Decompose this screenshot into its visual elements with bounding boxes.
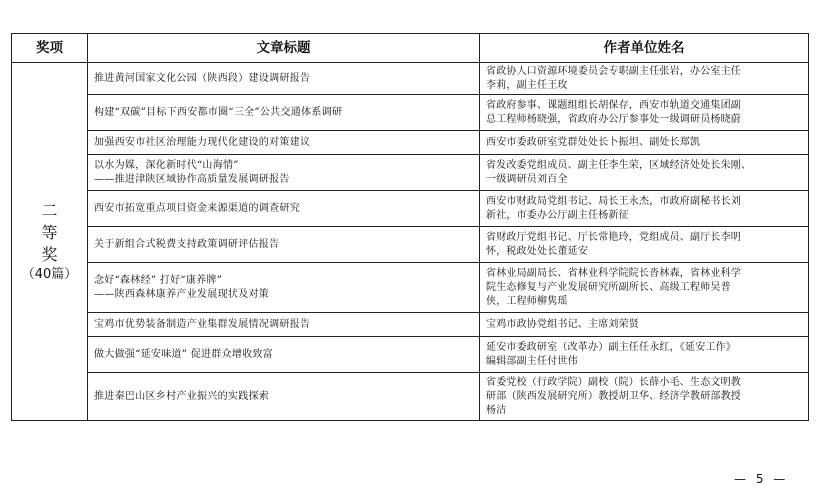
article-title-line: 做大做强“延安味道” 促进群众增收致富: [94, 348, 274, 360]
article-title-cell: [88, 191, 480, 227]
author-line: 宝鸡市政协党组书记、主席刘荣贤: [486, 318, 639, 330]
awards-table: [11, 33, 809, 421]
author-line: 延安市委政研室（改革办）副主任任永红，《延安工作》: [486, 341, 736, 353]
award-count: （40篇）: [21, 266, 78, 282]
table-row: [12, 155, 809, 191]
article-title-cell: [88, 313, 480, 337]
article-title-line: 构建“双碳”目标下西安都市圈“三全”公共交通体系调研: [94, 106, 343, 118]
table-body: [12, 63, 809, 421]
table-row: [12, 263, 809, 313]
author-line: 西安市财政局党组书记、局长王永杰，市政府副秘书长刘: [486, 195, 741, 207]
article-title-line: 推进秦巴山区乡村产业振兴的实践探索: [94, 390, 270, 402]
author-line: 研部（陕西发展研究所）教授胡卫华、经济学教研部教授: [486, 390, 741, 402]
author-cell: [480, 337, 809, 373]
article-title-line: 加强西安市社区治理能力现代化建设的对策建议: [94, 136, 311, 148]
author-cell: [480, 373, 809, 421]
author-cell: [480, 313, 809, 337]
author-line: 杨洁: [486, 404, 507, 416]
author-cell: [480, 63, 809, 95]
author-line: 新社，市委办公厅副主任杨新征: [486, 209, 629, 221]
author-line: 李莉，副主任王玫: [486, 79, 568, 91]
author-line: 省林业局副局长、省林业科学院院长沓林森，省林业科学: [486, 267, 741, 279]
author-line: 省政协人口资源环境委员会专职副主任张岩，办公室主任: [486, 65, 741, 77]
author-line: 省政府参事、课题组组长胡保存，西安市轨道交通集团副: [486, 99, 741, 111]
author-line: 西安市委政研室党群处处长卜振坦、副处长郑凯: [486, 136, 701, 148]
table-row: [12, 191, 809, 227]
article-title-cell: [88, 263, 480, 313]
author-line: 怀，税政处处长董延安: [486, 245, 588, 257]
table-row: [12, 313, 809, 337]
article-title-line: ——推进津陕区域协作高质量发展调研报告: [94, 173, 290, 185]
author-line: 省委党校（行政学院）副校（院）长薛小毛、生态文明教: [486, 376, 741, 388]
author-line: 侠，工程师柳隽瑶: [486, 295, 568, 307]
table-row: [12, 373, 809, 421]
author-line: 省财政厅党组书记、厅长常艳玲，党组成员、副厅长李明: [486, 231, 741, 243]
author-line: 总工程师杨晓强，省政府办公厅参事处一级调研员杨晓蔚: [486, 113, 741, 125]
header-title: 文章标题: [88, 34, 480, 63]
header-author: 作者单位姓名: [480, 34, 809, 63]
article-title-line: ——陕西森林康养产业发展现状及对策: [94, 288, 270, 300]
article-title-cell: [88, 227, 480, 263]
author-line: 一级调研员刘百全: [486, 173, 568, 185]
table-row: [12, 63, 809, 95]
table-row: [12, 95, 809, 131]
article-title-line: 推进黄河国家文化公园（陕西段）建设调研报告: [94, 72, 311, 84]
author-line: 编辑部副主任付世伟: [486, 355, 578, 367]
article-title-line: 以水为媒，深化新时代“山海情”: [94, 159, 239, 171]
table-row: [12, 227, 809, 263]
award-group-cell: [12, 63, 88, 421]
article-title-line: 宝鸡市优势装备制造产业集群发展情况调研报告: [94, 318, 311, 330]
author-cell: [480, 191, 809, 227]
header-award: 奖项: [12, 34, 88, 63]
award-label-char: 等: [41, 222, 58, 242]
award-label-char: 二: [41, 200, 58, 220]
author-cell: [480, 131, 809, 155]
award-label-char: 奖: [41, 244, 58, 264]
table-row: [12, 337, 809, 373]
article-title-line: 念好“森林经” 打好“康养牌”: [94, 274, 223, 286]
article-title-cell: [88, 337, 480, 373]
article-title-cell: [88, 131, 480, 155]
author-cell: [480, 95, 809, 131]
article-title-cell: [88, 63, 480, 95]
author-line: 省发改委党组成员、副主任李生荣，区域经济处处长朱刚、: [486, 159, 752, 171]
article-title-cell: [88, 373, 480, 421]
page-number: — 5 —: [734, 472, 789, 486]
table-header-row: [12, 34, 809, 63]
author-line: 院生态修复与产业发展研究所副所长、高级工程师吴普: [486, 281, 731, 293]
author-cell: [480, 227, 809, 263]
article-title-line: 西安市拓宽重点项目资金来源渠道的调查研究: [94, 202, 300, 214]
table-row: [12, 131, 809, 155]
article-title-cell: [88, 95, 480, 131]
author-cell: [480, 263, 809, 313]
article-title-line: 关于新组合式税费支持政策调研评估报告: [94, 238, 280, 250]
article-title-cell: [88, 155, 480, 191]
author-cell: [480, 155, 809, 191]
